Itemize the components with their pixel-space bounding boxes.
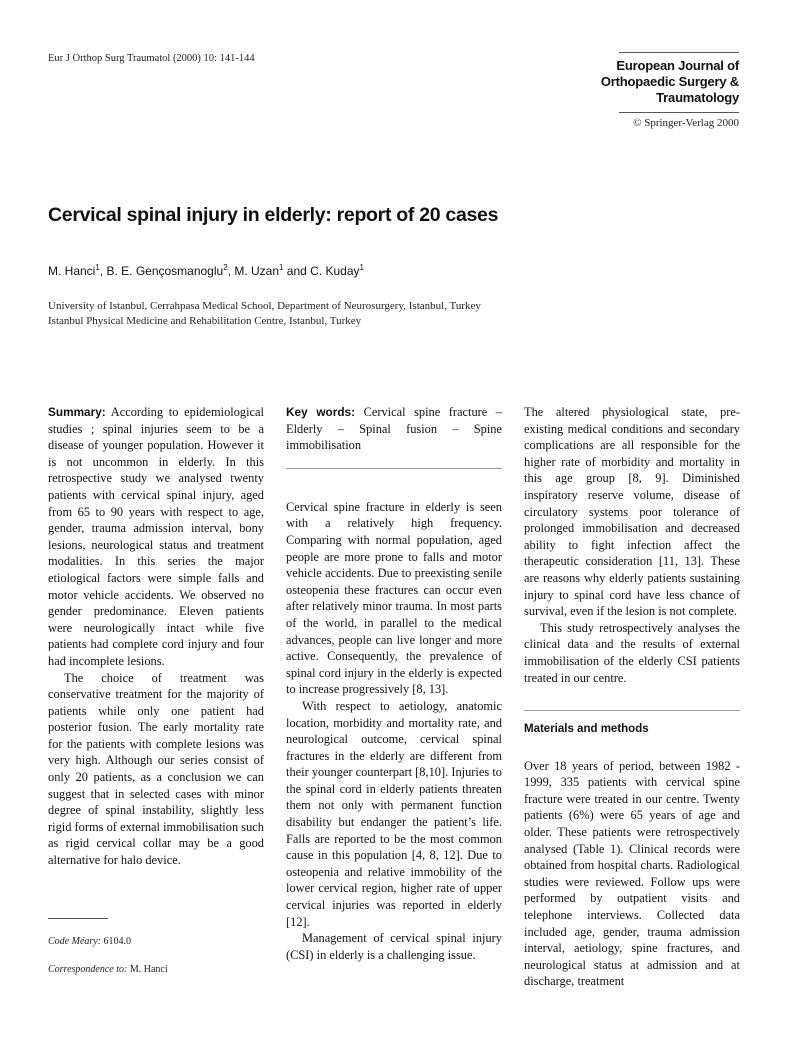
- article-title: Cervical spinal injury in elderly: report of 20 cases: [48, 204, 499, 226]
- body-column-3: [524, 404, 740, 990]
- correspondence-note: [48, 964, 264, 975]
- affiliation-1: University of Istanbul, Cerrahpasa Medical School, Department of Neurosurgery, Istanbul, Turkey: [48, 300, 481, 312]
- summary-paragraph-2: The choice of treatment was conservative treatment for the majority of patients while only one patient had posterior fusion. The early mortality rate for the patients with complete lesions was very high. Although our series consist of only 20 patients, as a conclusion we can suggest that in selected cases with minor degree of spinal instability, slightly less rigid forms of external immobilisation such as rigid cervical collar may be a good alternative for halo device.: [48, 670, 264, 868]
- intro-paragraph-1: Cervical spine fracture in elderly is seen with a relatively high frequency. Comparing with normal population, aged people are more prone to falls and motor vehicle accidents. Due to preexisting senile osteopenia these fractures can occur even after relatively minor trauma. In most parts of the world, in parallel to the medical advances, people can live longer and more active. Consequently, the prevalence of spinal cord injury in the elderly is expected to increase progressively [8, 13].: [286, 499, 502, 697]
- author-name: C. Kuday: [310, 264, 360, 278]
- intro-paragraph-5: This study retrospectively analyses the clinical data and the results of external immobilisation of the elderly CSI patients treated in our centre.: [524, 620, 740, 685]
- code-label: Code Méary:: [48, 936, 102, 947]
- affiliation-2: Istanbul Physical Medicine and Rehabilitation Centre, Istanbul, Turkey: [48, 315, 362, 327]
- intro-paragraph-2: With respect to aetiology, anatomic location, morbidity and mortality rate, and neurological outcome, cervical spinal fractures in the elderly are different from their younger counterpart [8,10]. Injuries to the spinal cord in elderly patients threaten them not only with permanent function disability but endanger the patient’s life. Falls are reported to be the most common cause in this population [4, 8, 12]. Due to osteopenia and relative immobility of the lower cervical region, higher rate of upper cervical injuries was reported in elderly [12].: [286, 698, 502, 929]
- section-divider: [524, 710, 740, 711]
- code-note: [48, 936, 264, 947]
- journal-name-line1: European Journal of: [616, 58, 739, 73]
- journal-citation: Eur J Orthop Surg Traumatol (2000) 10: 141-144: [48, 53, 255, 64]
- keywords-paragraph: [286, 404, 502, 454]
- author-affiliation-mark: 1: [359, 263, 364, 272]
- summary-paragraph: [48, 404, 264, 670]
- footnote-rule: [48, 918, 108, 919]
- journal-masthead: [539, 58, 739, 129]
- publisher-copyright: © Springer-Verlag 2000: [633, 117, 739, 129]
- intro-paragraph-4: The altered physiological state, pre-existing medical conditions and secondary complications are all responsible for the higher rate of morbidity and mortality in this age group [8, 9]. Diminished inspiratory reserve volume, disease of circulatory systems poor tolerance of prolonged immobilisation and decreased ability to fight infection affect the therapeutic consideration [11, 13]. These are reasons why elderly patients sustaining injury to spinal cord have less chance of survival, even if the lesion is not complete.: [524, 405, 740, 619]
- code-value: 6104.0: [101, 936, 132, 947]
- intro-paragraph-3: Management of cervical spinal injury (CSI) in elderly is a challenging issue.: [286, 931, 502, 962]
- masthead-top-rule: [619, 52, 739, 53]
- keywords-text: Cervical spine fracture – Elderly – Spinal fusion – Spine immobilisation: [286, 405, 502, 453]
- section-heading-materials-methods: Materials and methods: [524, 723, 649, 736]
- summary-column: [48, 404, 264, 869]
- author-separator: ,: [99, 264, 107, 278]
- author-affiliation-mark: 1: [279, 263, 284, 272]
- keywords-label: Key words:: [286, 405, 356, 419]
- author-name: B. E. Gençosmanoglu: [106, 264, 224, 278]
- summary-label: Summary:: [48, 405, 106, 419]
- author-name: M. Hanci: [48, 264, 96, 278]
- author-affiliation-mark: 2: [223, 263, 228, 272]
- author-separator: and: [283, 264, 311, 278]
- masthead-rule: [619, 112, 739, 113]
- journal-name-line2: Orthopaedic Surgery &: [600, 74, 739, 89]
- methods-paragraph-1: Over 18 years of period, between 1982 - 1999, 335 patients with cervical spine fracture were treated in our centre. Twenty patients (6%) were 65 years of age and older. These patients were retrospectively analysed (Table 1). Clinical records were obtained from hospital charts. Radiological studies were reviewed. Follow ups were performed by outpatient visits and telephone interviews. Collected data included age, gender, trauma admission interval, aetiology, spine fractures, and neurological status at admission and at discharge, treatment: [524, 758, 740, 989]
- author-separator: ,: [227, 264, 235, 278]
- journal-name-line3: Traumatology: [656, 90, 739, 105]
- author-affiliation-mark: 1: [95, 263, 100, 272]
- correspondence-label: Correspondence to:: [48, 964, 128, 975]
- body-column-2: [286, 404, 502, 963]
- author-name: M. Uzan: [234, 264, 280, 278]
- correspondence-value: M. Hanci: [127, 964, 168, 975]
- summary-text: According to epidemiological studies ; spinal injuries seem to be a disease of younger population. However it is not uncommon in elderly. In this retrospective study we analysed twenty patients with cervical spinal injury, aged from 65 to 90 years with respect to age, gender, trauma admission interval, bony lesions, neurological status and treatment modalities. In this series the major etiological factors were simple falls and motor vehicle accidents. We observed no gender predominance. Eleven patients were neurologically intact while five patients had complete cord injury and four had incomplete lesions.: [48, 405, 264, 668]
- keywords-divider: [286, 468, 502, 469]
- affiliations: [48, 299, 481, 329]
- author-list: [48, 263, 364, 278]
